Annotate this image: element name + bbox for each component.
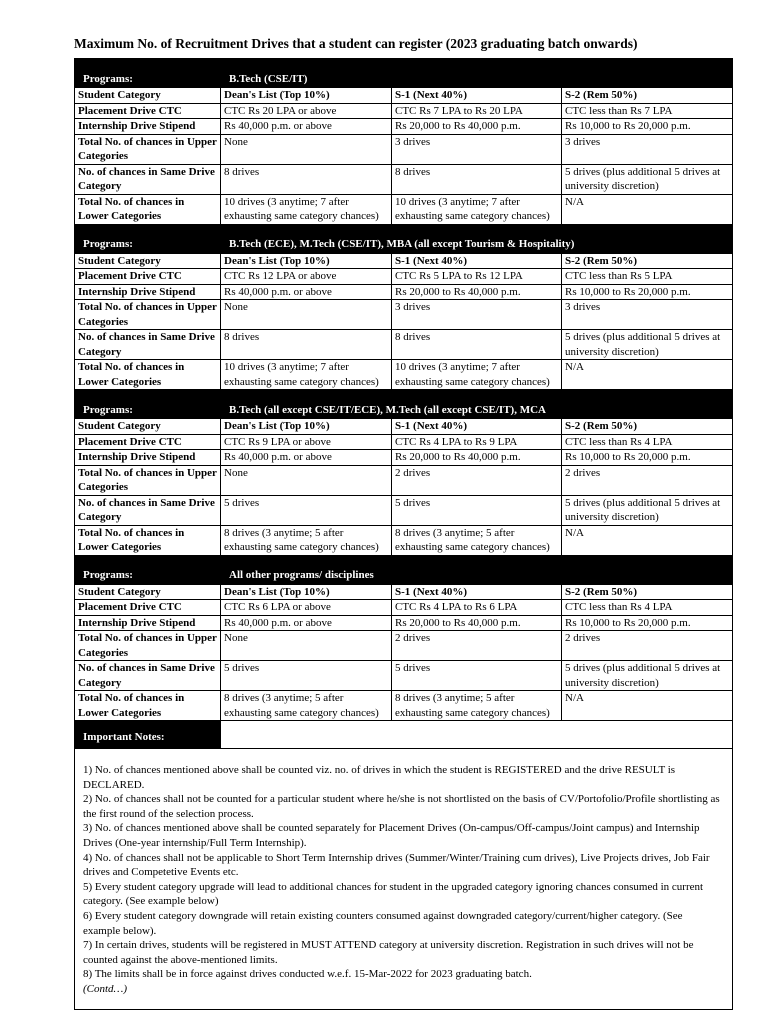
- internship-stipend-row: [75, 450, 733, 466]
- table-cell: 8 drives (3 anytime; 5 after exhausting same category chances): [221, 525, 392, 555]
- table-cell: CTC Rs 5 LPA to Rs 12 LPA: [392, 269, 562, 285]
- table-cell: 8 drives (3 anytime; 5 after exhausting same category chances): [392, 691, 562, 721]
- row-label: Total No. of chances in Lower Categories: [75, 691, 221, 721]
- row-label: Total No. of chances in Upper Categories: [75, 134, 221, 164]
- same-chances-row: [75, 661, 733, 691]
- table-cell: 2 drives: [392, 465, 562, 495]
- row-label: Total No. of chances in Upper Categories: [75, 300, 221, 330]
- table-cell: 3 drives: [392, 134, 562, 164]
- placement-ctc-row: [75, 600, 733, 616]
- table-cell: 10 drives (3 anytime; 7 after exhausting same category chances): [221, 194, 392, 224]
- programs-label: Programs:: [75, 224, 221, 253]
- table-cell: S-2 (Rem 50%): [562, 419, 733, 435]
- lower-chances-row: [75, 360, 733, 390]
- program-name: B.Tech (all except CSE/IT/ECE), M.Tech (all except CSE/IT), MCA: [221, 390, 733, 419]
- internship-stipend-row: [75, 284, 733, 300]
- table-cell: S-1 (Next 40%): [392, 584, 562, 600]
- table-cell: Dean's List (Top 10%): [221, 419, 392, 435]
- table-cell: N/A: [562, 691, 733, 721]
- upper-chances-row: [75, 631, 733, 661]
- table-cell: 3 drives: [562, 300, 733, 330]
- table-cell: 3 drives: [562, 134, 733, 164]
- table-cell: 3 drives: [392, 300, 562, 330]
- table-cell: Dean's List (Top 10%): [221, 253, 392, 269]
- notes-list: [75, 749, 733, 1010]
- table-cell: 8 drives: [221, 330, 392, 360]
- row-label: Internship Drive Stipend: [75, 615, 221, 631]
- row-label: Total No. of chances in Lower Categories: [75, 360, 221, 390]
- table-cell: None: [221, 465, 392, 495]
- table-cell: Rs 10,000 to Rs 20,000 p.m.: [562, 119, 733, 135]
- table-cell: 5 drives: [221, 495, 392, 525]
- lower-chances-row: [75, 525, 733, 555]
- table-cell: N/A: [562, 194, 733, 224]
- row-label: Internship Drive Stipend: [75, 450, 221, 466]
- row-label: Internship Drive Stipend: [75, 119, 221, 135]
- row-label: Student Category: [75, 419, 221, 435]
- table-cell: Rs 20,000 to Rs 40,000 p.m.: [392, 119, 562, 135]
- table-cell: Rs 40,000 p.m. or above: [221, 284, 392, 300]
- continued-note: (Contd…): [83, 982, 127, 995]
- note-item: 8) The limits shall be in force against drives conducted w.e.f. 15-Mar-2022 for 2023 graduating batch.: [83, 968, 532, 981]
- row-label: Total No. of chances in Lower Categories: [75, 525, 221, 555]
- row-label: No. of chances in Same Drive Category: [75, 661, 221, 691]
- same-chances-row: [75, 164, 733, 194]
- row-label: Placement Drive CTC: [75, 269, 221, 285]
- program-name: B.Tech (CSE/IT): [221, 59, 733, 88]
- table-cell: CTC Rs 4 LPA to Rs 6 LPA: [392, 600, 562, 616]
- programs-label: Programs:: [75, 390, 221, 419]
- table-cell: N/A: [562, 360, 733, 390]
- table-cell: 8 drives (3 anytime; 5 after exhausting same category chances): [221, 691, 392, 721]
- placement-ctc-row: [75, 103, 733, 119]
- row-label: Total No. of chances in Upper Categories: [75, 465, 221, 495]
- program-name: B.Tech (ECE), M.Tech (CSE/IT), MBA (all except Tourism & Hospitality): [221, 224, 733, 253]
- table-cell: N/A: [562, 525, 733, 555]
- table-cell: 5 drives (plus additional 5 drives at university discretion): [562, 661, 733, 691]
- row-label: Placement Drive CTC: [75, 434, 221, 450]
- table-cell: CTC Rs 7 LPA to Rs 20 LPA: [392, 103, 562, 119]
- table-cell: 2 drives: [562, 631, 733, 661]
- lower-chances-row: [75, 194, 733, 224]
- student-category-row: [75, 419, 733, 435]
- table-cell: 10 drives (3 anytime; 7 after exhausting same category chances): [392, 194, 562, 224]
- table-cell: Rs 20,000 to Rs 40,000 p.m.: [392, 615, 562, 631]
- table-cell: S-1 (Next 40%): [392, 88, 562, 104]
- table-cell: 8 drives: [392, 164, 562, 194]
- table-cell: Rs 20,000 to Rs 40,000 p.m.: [392, 284, 562, 300]
- placement-ctc-row: [75, 269, 733, 285]
- table-cell: None: [221, 631, 392, 661]
- internship-stipend-row: [75, 615, 733, 631]
- note-item: 2) No. of chances shall not be counted for a particular student where he/she is not shortlisted on the basis of CV/Portofolio/Profile shortlisting as the first round of the selection process.: [83, 793, 720, 820]
- table-cell: 5 drives: [221, 661, 392, 691]
- row-label: No. of chances in Same Drive Category: [75, 330, 221, 360]
- row-label: No. of chances in Same Drive Category: [75, 495, 221, 525]
- table-cell: CTC Rs 12 LPA or above: [221, 269, 392, 285]
- table-cell: Rs 10,000 to Rs 20,000 p.m.: [562, 615, 733, 631]
- table-cell: 10 drives (3 anytime; 7 after exhausting same category chances): [392, 360, 562, 390]
- table-cell: 5 drives (plus additional 5 drives at university discretion): [562, 330, 733, 360]
- table-cell: CTC Rs 20 LPA or above: [221, 103, 392, 119]
- notes-body-row: [75, 749, 733, 1010]
- table-cell: Rs 10,000 to Rs 20,000 p.m.: [562, 284, 733, 300]
- notes-heading: Important Notes:: [75, 721, 221, 749]
- table-cell: S-2 (Rem 50%): [562, 253, 733, 269]
- same-chances-row: [75, 495, 733, 525]
- table-cell: S-1 (Next 40%): [392, 253, 562, 269]
- row-label: Total No. of chances in Lower Categories: [75, 194, 221, 224]
- program-name: All other programs/ disciplines: [221, 555, 733, 584]
- note-item: 1) No. of chances mentioned above shall be counted viz. no. of drives in which the student is REGISTERED and the drive RESULT is DECLARED.: [83, 764, 676, 791]
- programs-label: Programs:: [75, 59, 221, 88]
- table-cell: None: [221, 300, 392, 330]
- student-category-row: [75, 584, 733, 600]
- table-cell: Rs 20,000 to Rs 40,000 p.m.: [392, 450, 562, 466]
- table-cell: Rs 40,000 p.m. or above: [221, 119, 392, 135]
- table-cell: 5 drives: [392, 661, 562, 691]
- upper-chances-row: [75, 300, 733, 330]
- table-cell: 8 drives: [221, 164, 392, 194]
- table-cell: 2 drives: [392, 631, 562, 661]
- upper-chances-row: [75, 134, 733, 164]
- upper-chances-row: [75, 465, 733, 495]
- program-header-row: [75, 390, 733, 419]
- student-category-row: [75, 88, 733, 104]
- table-cell: Dean's List (Top 10%): [221, 88, 392, 104]
- program-header-row: [75, 555, 733, 584]
- table-cell: 5 drives: [392, 495, 562, 525]
- table-cell: Rs 40,000 p.m. or above: [221, 615, 392, 631]
- table-body: [75, 59, 733, 721]
- same-chances-row: [75, 330, 733, 360]
- programs-label: Programs:: [75, 555, 221, 584]
- table-cell: CTC less than Rs 4 LPA: [562, 434, 733, 450]
- program-header-row: [75, 224, 733, 253]
- student-category-row: [75, 253, 733, 269]
- table-cell: Rs 10,000 to Rs 20,000 p.m.: [562, 450, 733, 466]
- table-cell: Dean's List (Top 10%): [221, 584, 392, 600]
- table-cell: CTC Rs 4 LPA to Rs 9 LPA: [392, 434, 562, 450]
- note-item: 3) No. of chances mentioned above shall be counted separately for Placement Drives (On-campus/Off-campus/Joint campus) and Internship Drives (One-year internship/Full Term Internship).: [83, 822, 700, 849]
- program-header-row: [75, 59, 733, 88]
- row-label: Placement Drive CTC: [75, 600, 221, 616]
- row-label: Student Category: [75, 88, 221, 104]
- note-item: 5) Every student category upgrade will lead to additional chances for student in the upgraded category ignoring chances consumed in current category. (See example below): [83, 880, 704, 908]
- internship-stipend-row: [75, 119, 733, 135]
- table-cell: None: [221, 134, 392, 164]
- row-label: Internship Drive Stipend: [75, 284, 221, 300]
- table-cell: CTC Rs 9 LPA or above: [221, 434, 392, 450]
- table-cell: 2 drives: [562, 465, 733, 495]
- notes-header-row: [75, 721, 733, 749]
- table-cell: 5 drives (plus additional 5 drives at university discretion): [562, 495, 733, 525]
- table-cell: 8 drives: [392, 330, 562, 360]
- note-item: 7) In certain drives, students will be registered in MUST ATTEND category at university discretion. Registration in such drives will not be counted against the above-mentioned limits.: [83, 939, 694, 966]
- row-label: Student Category: [75, 584, 221, 600]
- table-cell: S-2 (Rem 50%): [562, 88, 733, 104]
- note-item: 6) Every student category downgrade will retain existing counters consumed against downgraded category/current/higher category. (See example below).: [83, 909, 683, 937]
- row-label: Placement Drive CTC: [75, 103, 221, 119]
- placement-ctc-row: [75, 434, 733, 450]
- recruitment-drives-table: [74, 58, 733, 1010]
- table-cell: 10 drives (3 anytime; 7 after exhausting same category chances): [221, 360, 392, 390]
- document-title: Maximum No. of Recruitment Drives that a student can register (2023 graduating batch onwards): [74, 36, 638, 51]
- table-cell: CTC less than Rs 4 LPA: [562, 600, 733, 616]
- table-cell: CTC less than Rs 7 LPA: [562, 103, 733, 119]
- row-label: Total No. of chances in Upper Categories: [75, 631, 221, 661]
- lower-chances-row: [75, 691, 733, 721]
- row-label: Student Category: [75, 253, 221, 269]
- table-cell: 8 drives (3 anytime; 5 after exhausting same category chances): [392, 525, 562, 555]
- row-label: No. of chances in Same Drive Category: [75, 164, 221, 194]
- note-item: 4) No. of chances shall not be applicable to Short Term Internship drives (Summer/Winter/Training cum drives), Live Projects drives, Job Fair drives and Competetive Events etc.: [83, 851, 710, 879]
- table-cell: CTC less than Rs 5 LPA: [562, 269, 733, 285]
- table-cell: 5 drives (plus additional 5 drives at university discretion): [562, 164, 733, 194]
- table-cell: CTC Rs 6 LPA or above: [221, 600, 392, 616]
- table-cell: Rs 40,000 p.m. or above: [221, 450, 392, 466]
- table-cell: S-1 (Next 40%): [392, 419, 562, 435]
- table-cell: S-2 (Rem 50%): [562, 584, 733, 600]
